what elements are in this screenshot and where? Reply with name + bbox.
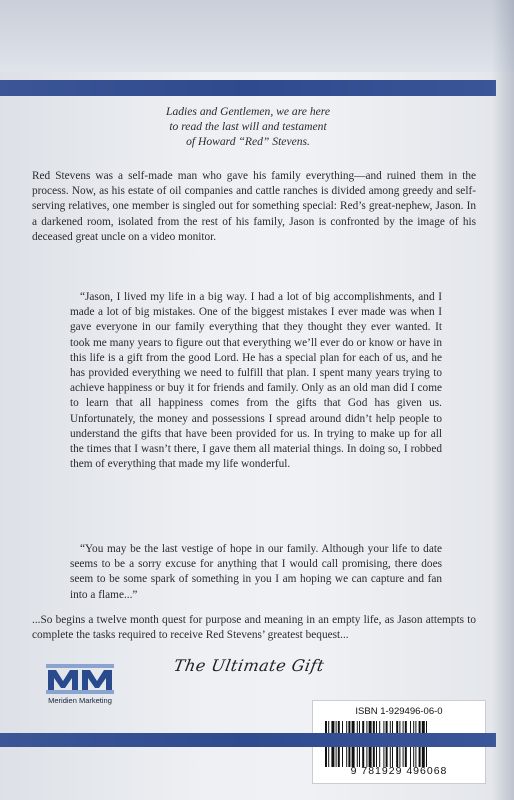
publisher-logo [42, 664, 118, 708]
intro-line-3: of Howard “Red” Stevens. [186, 135, 310, 148]
intro-line-2: to read the last will and testament [169, 120, 327, 133]
closing-paragraph: ...So begins a twelve month quest for purpose and meaning in an empty life, as Jason attempts to complete the tasks required to receive Red Stevens’ greatest bequest... [32, 614, 476, 642]
page-edge-shadow [492, 0, 514, 800]
top-blue-band [0, 80, 496, 96]
quote-paragraph-2: “You may be the last vestige of hope in our family. Although your life to date seems to be a sorry excuse for anything that I would call promising, there does seem to be some spark of something in you I am hoping we can capture and fan into a flame...” [70, 543, 442, 601]
publisher-name: Meridien Marketing [48, 696, 112, 705]
intro-tagline [118, 104, 378, 149]
quote-paragraph-1: “Jason, I lived my life in a big way. I had a lot of big accomplishments, and I made a lot of big mistakes. One of the biggest mistakes I ever made was when I gave everyone in our family everything that they thought they ever wanted. It took me many years to figure out that everything we’ll ever do or know or have in this life is a gift from the good Lord. He has a special plan for each of us, and he has provided everything we need to fulfill that plan. I spent many years trying to achieve happiness or buy it for friends and family. Only as an old man did I come to learn that all happiness comes from the gifts that God has given us. Unfortunately, the money and possessions I spread around didn’t help people to understand the gifts that have been provided for us. In trying to make up for all the times that I wasn’t there, I gave them all material things. In doing so, I robbed them of everything that made my life wonderful. [70, 291, 442, 471]
intro-line-1: Ladies and Gentlemen, we are here [166, 105, 330, 118]
bottom-blue-band [0, 733, 496, 747]
mm-logo-icon [46, 664, 114, 694]
title-signature: The Ultimate Gift [172, 656, 326, 675]
barcode-digits: 9 781929 496068 [350, 765, 448, 777]
synopsis-paragraph: Red Stevens was a self-made man who gave his family everything—and ruined them in the process. Now, as his estate of oil companies and cattle ranches is divided among greedy and self-serving relatives, one member is singled out for something special: Red’s great-nephew, Jason. In a darkened room, isolated from the rest of his family, Jason is confronted by the image of his deceased great uncle on a video monitor. [32, 170, 476, 243]
isbn-number: ISBN 1-929496-06-0 [355, 706, 443, 717]
cover-top-edge [0, 0, 514, 72]
